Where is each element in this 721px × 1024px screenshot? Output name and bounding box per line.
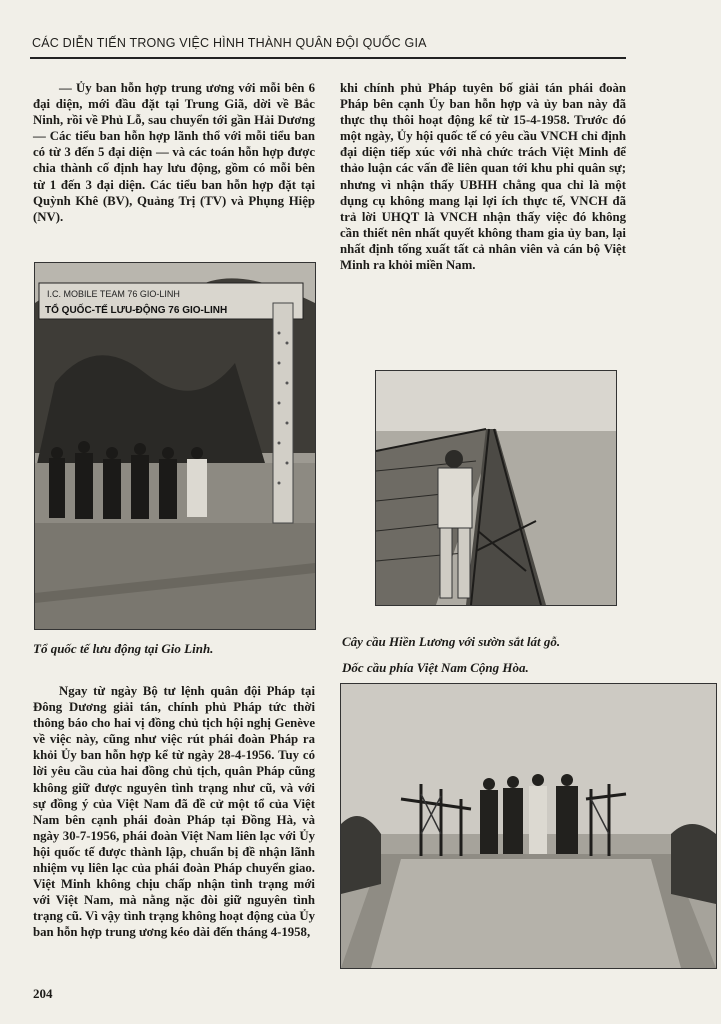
- running-header: CÁC DIỄN TIẾN TRONG VIỆC HÌNH THÀNH QUÂN ĐỘI QUỐC GIA: [32, 36, 427, 50]
- left-column-bottom-text: [33, 683, 315, 941]
- photo-ramp-image: [341, 684, 716, 968]
- caption-hien-luong-bridge: Cây cầu Hiền Lương với sườn sắt lát gỗ.: [342, 634, 561, 649]
- paragraph-french-withdrawal: Ngay từ ngày Bộ tư lệnh quân đội Pháp tại Đông Dương giải tán, chính phủ Pháp tức thời thông báo cho hai vị đồng chủ tịch hội nghị Genève về việc này, cũng như việc rút phái đoàn Pháp ra khỏi Ủy ban hỗn hợp kể từ ngày 28-4-1956. Tuy có lời yêu cầu của hai đồng chủ tịch, quân Pháp cũng không giữ được nguyên tình trạng như cũ, và với sự đồng ý của Việt Nam đã đề cử một tổ của Việt Nam bên cạnh phái đoàn Pháp tại Đồng Hà, và ngày 30-7-1956, phái đoàn Việt Nam liên lạc với Ủy hội quốc tế được thành lập, chuẩn bị đề nhận lãnh nhiệm vụ liên lạc của phái đoàn Pháp chuyển giao. Việt Minh không chịu chấp nhận tình trạng mới với Việt Nam, mà nằng nặc đòi giữ nguyên tình trạng cũ. Vì vậy tình trạng không hoạt động của Ủy ban hỗn hợp trung ương kéo dài đến tháng 4-1958,: [33, 684, 315, 940]
- sign-line-1: I.C. MOBILE TEAM 76 GIO-LINH: [47, 289, 180, 299]
- paragraph-commission-dissolution: khi chính phủ Pháp tuyên bố giải tán phái đoàn Pháp bên cạnh Ủy ban hỗn hợp và ủy ban này đã thực thụ thôi hoạt động kể từ 15-4-1958. Trước đó một ngày, Ủy hội quốc tế có yêu cầu VNCH chỉ định đại diện tiếp xúc với nhà chức trách Việt Minh để thảo luận các vấn đề liên quan tới khu phi quân sự; nhưng vì nhận thấy UBHH chẳng qua chỉ là một dụng cụ không mang lại lợi ích thực tế, VNCH đã trả lời UHQT là VNCH nhận thấy việc đó không cần thiết nên nhất quyết không tham gia ủy ban, lại nhất định tống xuất tất cả nhân viên và cán bộ Việt Minh ra khỏi miền Nam.: [340, 81, 626, 273]
- photo-bridge-ramp: [340, 683, 717, 969]
- photo-hien-luong-bridge: [375, 370, 617, 606]
- right-column-top-text: [340, 80, 626, 273]
- photo-bridge-image: [376, 371, 616, 605]
- paragraph-commission-structure: — Ủy ban hỗn hợp trung ương với mỗi bên 6 đại diện, mới đầu đặt tại Trung Giã, dời về Bắc Ninh, rồi về Phủ Lỗ, sau chuyển tới gần Hải Dương — Các tiểu ban hỗn hợp lãnh thổ với mỗi tiểu ban có từ 3 đến 5 đại diện — và các toán hỗn hợp được chia thành cố định hay lưu động, gồm có mỗi bên từ 1 đến 3 đại diện. Các tiểu ban hỗn hợp đặt tại Quỳnh Khê (BV), Quảng Trị (TV) và Phụng Hiệp (NV).: [33, 81, 315, 224]
- header-rule: [30, 57, 626, 59]
- left-column-top-text: [33, 80, 315, 225]
- page-number: 204: [33, 986, 53, 1001]
- photo-gio-linh-team: [34, 262, 316, 630]
- caption-gio-linh: Tổ quốc tế lưu động tại Gio Linh.: [33, 641, 214, 656]
- sign-line-2: TỔ QUỐC-TẾ LƯU-ĐỘNG 76 GIO-LINH: [45, 305, 228, 316]
- caption-bridge-ramp: Dốc cầu phía Việt Nam Cộng Hòa.: [342, 660, 529, 675]
- photo-gio-linh-image: [35, 263, 315, 629]
